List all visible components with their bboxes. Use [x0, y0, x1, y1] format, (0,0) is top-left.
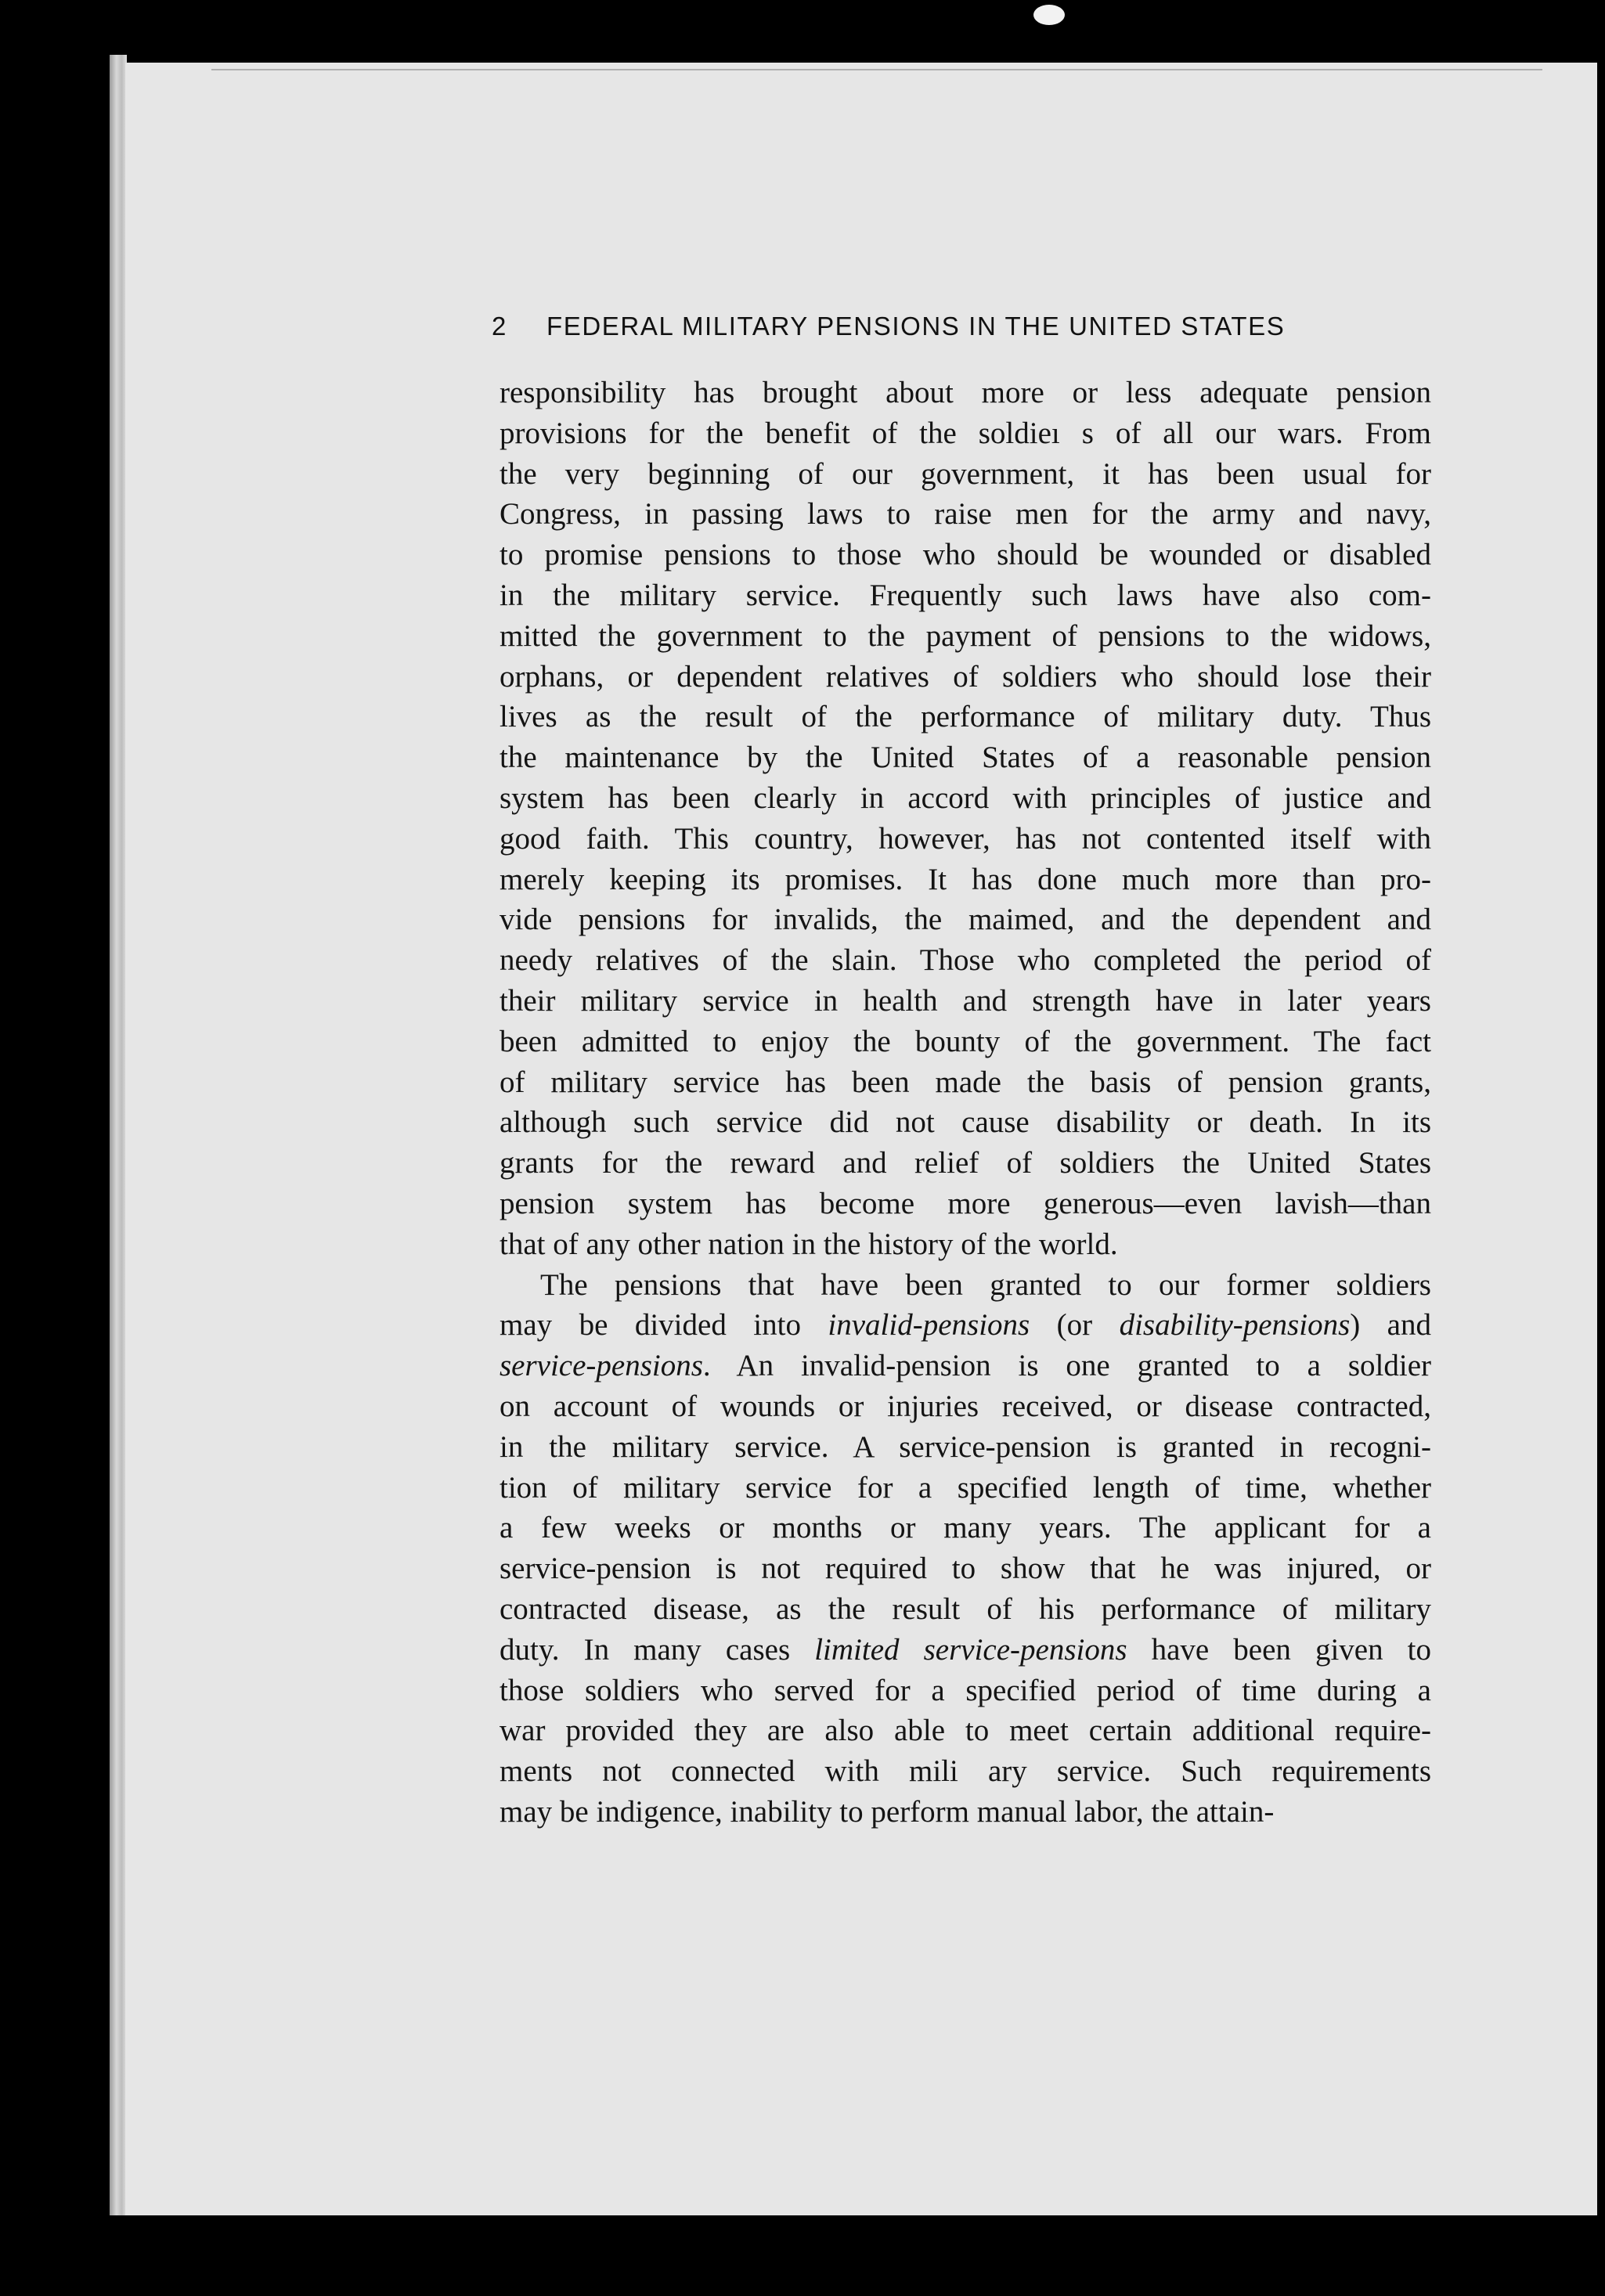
text-run: been admitted to enjoy the bounty of the government. The fact: [500, 1024, 1431, 1058]
text-line: [500, 981, 1431, 1022]
text-run: service-pension is not required to show that he was injured, or: [500, 1552, 1431, 1586]
running-title: FEDERAL MILITARY PENSIONS IN THE UNITED STATES: [546, 312, 1286, 341]
text-line: [500, 1022, 1431, 1062]
running-head: [492, 312, 1431, 341]
text-line: [500, 1427, 1431, 1468]
text-run: a few weeks or months or many years. The applicant for a: [500, 1511, 1431, 1545]
text-run: may be divided into: [500, 1308, 828, 1343]
text-line: [500, 1792, 1431, 1833]
body-text: [500, 373, 1431, 1833]
text-line: [500, 899, 1431, 940]
text-run: responsibility has brought about more or less adequate pension: [500, 376, 1431, 409]
text-line: [500, 1671, 1431, 1711]
text-run: duty. In many cases: [500, 1632, 815, 1667]
text-run: those soldiers who served for a specified period of time during a: [500, 1673, 1431, 1707]
text-run: merely keeping its promises. It has done much more than pro-: [500, 862, 1431, 896]
text-run: The pensions that have been granted to our former soldiers: [540, 1267, 1431, 1302]
italic-term: disability-pensions: [1119, 1308, 1351, 1343]
text-line: [500, 778, 1431, 819]
text-line: [500, 454, 1431, 495]
text-run: mitted the government to the payment of pensions to the widows,: [500, 618, 1431, 653]
text-run: although such service did not cause disability or death. In its: [500, 1105, 1431, 1140]
page-top-rule: [211, 69, 1542, 70]
text-line: [500, 494, 1431, 535]
text-line: [500, 1589, 1431, 1630]
text-line: [500, 373, 1431, 413]
text-run: of military service has been made the basis of pension grants,: [500, 1065, 1431, 1099]
text-line: [500, 860, 1431, 900]
text-run: tion of military service for a specified length of time, whether: [500, 1470, 1431, 1505]
text-run: on account of wounds or injuries received, or disease contracted,: [500, 1389, 1431, 1423]
text-line: [500, 575, 1431, 616]
text-line: [500, 1751, 1431, 1792]
text-run: the maintenance by the United States of a reasonable pension: [500, 741, 1431, 775]
text-run: the very beginning of our government, it has been usual for: [500, 456, 1431, 491]
italic-term: service-pensions: [500, 1349, 703, 1383]
text-run: (or: [1030, 1308, 1120, 1343]
text-run: pension system has become more generous—even lavish—than: [500, 1186, 1431, 1220]
text-run: war provided they are also able to meet certain additional require-: [500, 1714, 1431, 1748]
text-run: needy relatives of the slain. Those who completed the period of: [500, 943, 1431, 978]
text-run: contracted disease, as the result of his performance of military: [500, 1591, 1431, 1626]
text-run: their military service in health and strength have in later years: [500, 983, 1431, 1018]
text-line: [500, 616, 1431, 657]
text-line: [500, 940, 1431, 981]
text-line: [500, 1305, 1431, 1346]
text-run: to promise pensions to those who should be wounded or disabled: [500, 538, 1431, 572]
text-run: provisions for the benefit of the soldieı s of all our wars. From: [500, 416, 1431, 450]
italic-term: invalid-pensions: [828, 1308, 1030, 1343]
text-run: have been given to: [1127, 1632, 1431, 1667]
text-run: grants for the reward and relief of soldiers the United States: [500, 1146, 1431, 1180]
text-line: [500, 1102, 1431, 1143]
text-line: [500, 1468, 1431, 1508]
text-line: [500, 1508, 1431, 1548]
text-line: [500, 1630, 1431, 1671]
text-line: [500, 657, 1431, 697]
text-run: system has been clearly in accord with principles of justice and: [500, 780, 1431, 815]
page-binding-edge: [110, 55, 127, 2215]
italic-term: limited service-pensions: [814, 1632, 1127, 1667]
text-line: [500, 535, 1431, 575]
text-run: Congress, in passing laws to raise men for the army and navy,: [500, 497, 1431, 532]
text-run: orphans, or dependent relatives of soldiers who should lose their: [500, 659, 1431, 694]
text-line: [500, 1184, 1431, 1224]
text-line: [500, 1265, 1431, 1306]
text-run: in the military service. Frequently such laws have also com-: [500, 578, 1431, 612]
text-line: [500, 1386, 1431, 1427]
page-number: 2: [492, 312, 507, 341]
text-line: [500, 697, 1431, 737]
text-line: [500, 1224, 1431, 1265]
text-line: [500, 737, 1431, 778]
scan-speck: [1033, 5, 1065, 25]
text-run: in the military service. A service-pension is granted in recogni-: [500, 1429, 1431, 1464]
text-run: ) and: [1350, 1308, 1431, 1343]
text-run: may be indigence, inability to perform manual labor, the attain-: [500, 1794, 1275, 1829]
text-line: [500, 1346, 1431, 1386]
text-line: [500, 1710, 1431, 1751]
text-run: . An invalid-pension is one granted to a soldier: [702, 1349, 1431, 1383]
text-run: ments not connected with mili ary service. Such requirements: [500, 1754, 1431, 1789]
text-run: lives as the result of the performance of military duty. Thus: [500, 700, 1431, 734]
text-line: [500, 1548, 1431, 1589]
text-run: good faith. This country, however, has not contented itself with: [500, 821, 1431, 856]
text-run: that of any other nation in the history of the world.: [500, 1227, 1118, 1261]
text-line: [500, 1143, 1431, 1184]
text-line: [500, 819, 1431, 860]
text-line: [500, 413, 1431, 454]
text-run: vide pensions for invalids, the maimed, and the dependent and: [500, 903, 1431, 937]
text-line: [500, 1062, 1431, 1103]
